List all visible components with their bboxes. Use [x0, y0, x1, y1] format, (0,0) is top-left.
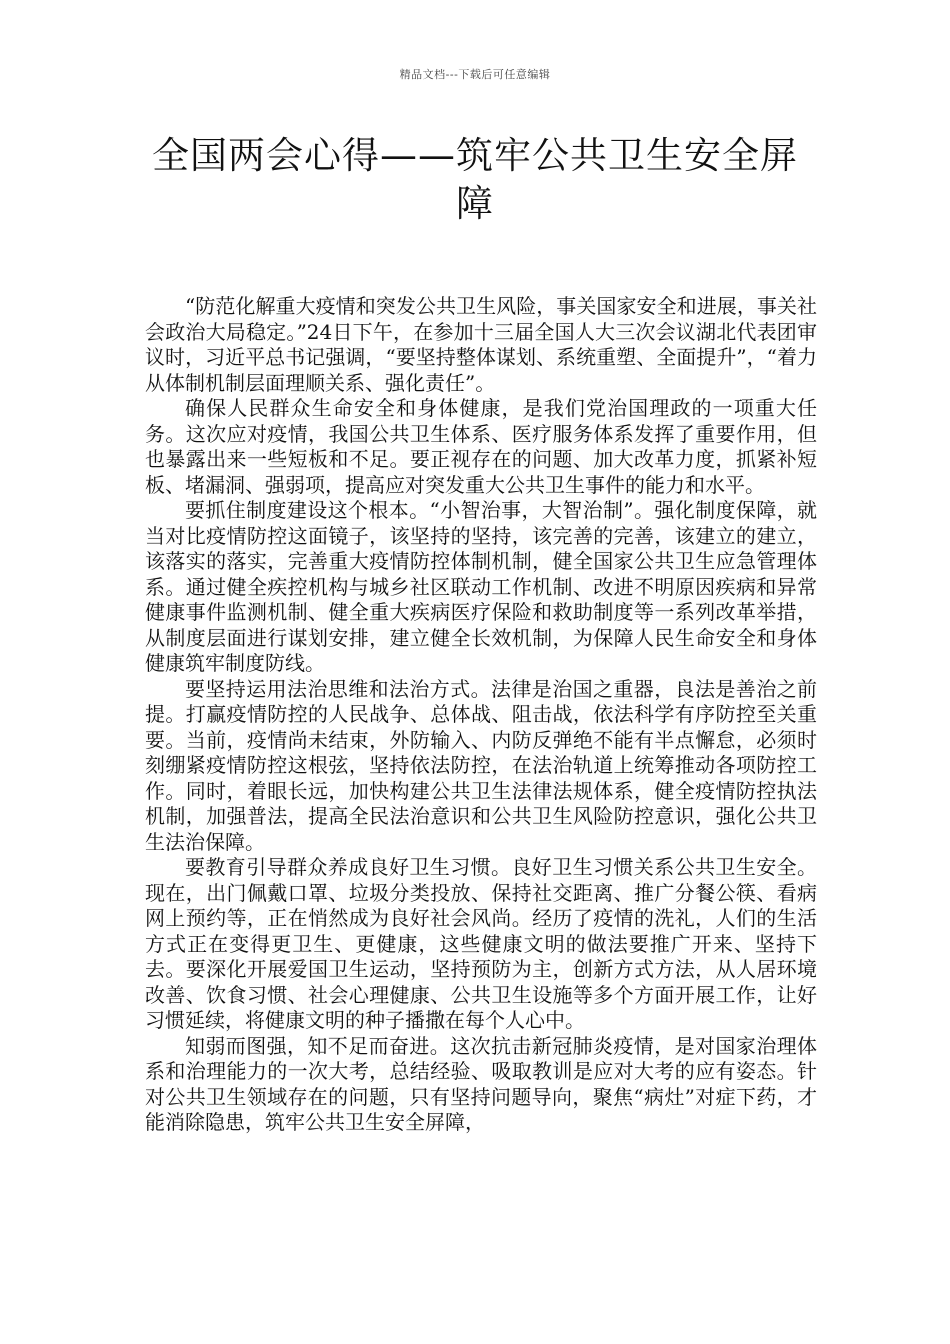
document-title: 全国两会心得——筑牢公共卫生安全屏障 [152, 134, 798, 225]
paragraph: 要教育引导群众养成良好卫生习惯。良好卫生习惯关系公共卫生安全。现在，出门佩戴口罩、垃圾分类投放、保持社交距离、推广分餐公筷、看病网上预约等，正在悄然成为良好社会风尚。经历了疫情的洗礼，人们的生活方式正在变得更卫生、更健康，这些健康文明的做法要推广开来、坚持下去。要深化开展爱国卫生运动，坚持预防为主，创新方式方法，从人居环境改善、饮食习惯、社会心理健康、公共卫生设施等多个方面开展工作，让好习惯延续，将健康文明的种子播撒在每个人心中。 [145, 855, 817, 1032]
document-body [145, 294, 817, 1136]
header-note: 精品文档---下载后可任意编辑 [399, 68, 551, 81]
paragraph: 要坚持运用法治思维和法治方式。法律是治国之重器，良法是善治之前提。打赢疫情防控的人民战争、总体战、阻击战，依法科学有序防控至关重要。当前，疫情尚未结束，外防输入、内防反弹绝不能有半点懈怠，必须时刻绷紧疫情防控这根弦，坚持依法防控，在法治轨道上统筹推动各项防控工作。同时，着眼长远，加快构建公共卫生法律法规体系，健全疫情防控执法机制，加强普法，提高全民法治意识和公共卫生风险防控意识，强化公共卫生法治保障。 [145, 676, 817, 854]
paragraph: 知弱而图强，知不足而奋进。这次抗击新冠肺炎疫情，是对国家治理体系和治理能力的一次大考，总结经验、吸取教训是应对大考的应有姿态。针对公共卫生领域存在的问题，只有坚持问题导向，聚焦“病灶”对症下药，才能消除隐患，筑牢公共卫生安全屏障， [145, 1033, 817, 1134]
paragraph: 确保人民群众生命安全和身体健康，是我们党治国理政的一项重大任务。这次应对疫情，我国公共卫生体系、医疗服务体系发挥了重要作用，但也暴露出来一些短板和不足。要正视存在的问题、加大改革力度，抓紧补短板、堵漏洞、强弱项，提高应对突发重大公共卫生事件的能力和水平。 [145, 396, 817, 497]
paragraph: 要抓住制度建设这个根本。“小智治事，大智治制”。强化制度保障，就当对比疫情防控这面镜子，该坚持的坚持，该完善的完善，该建立的建立，该落实的落实，完善重大疫情防控体制机制，健全国家公共卫生应急管理体系。通过健全疾控机构与城乡社区联动工作机制、改进不明原因疾病和异常健康事件监测机制、健全重大疾病医疗保险和救助制度等一系列改革举措，从制度层面进行谋划安排，建立健全长效机制，为保障人民生命安全和身体健康筑牢制度防线。 [145, 498, 817, 675]
paragraph: “防范化解重大疫情和突发公共卫生风险，事关国家安全和进展，事关社会政治大局稳定。”24日下午，在参加十三届全国人大三次会议湖北代表团审议时，习近平总书记强调，“要坚持整体谋划、系统重塑、全面提升”，“着力从体制机制层面理顺关系、强化责任”。 [145, 294, 817, 395]
